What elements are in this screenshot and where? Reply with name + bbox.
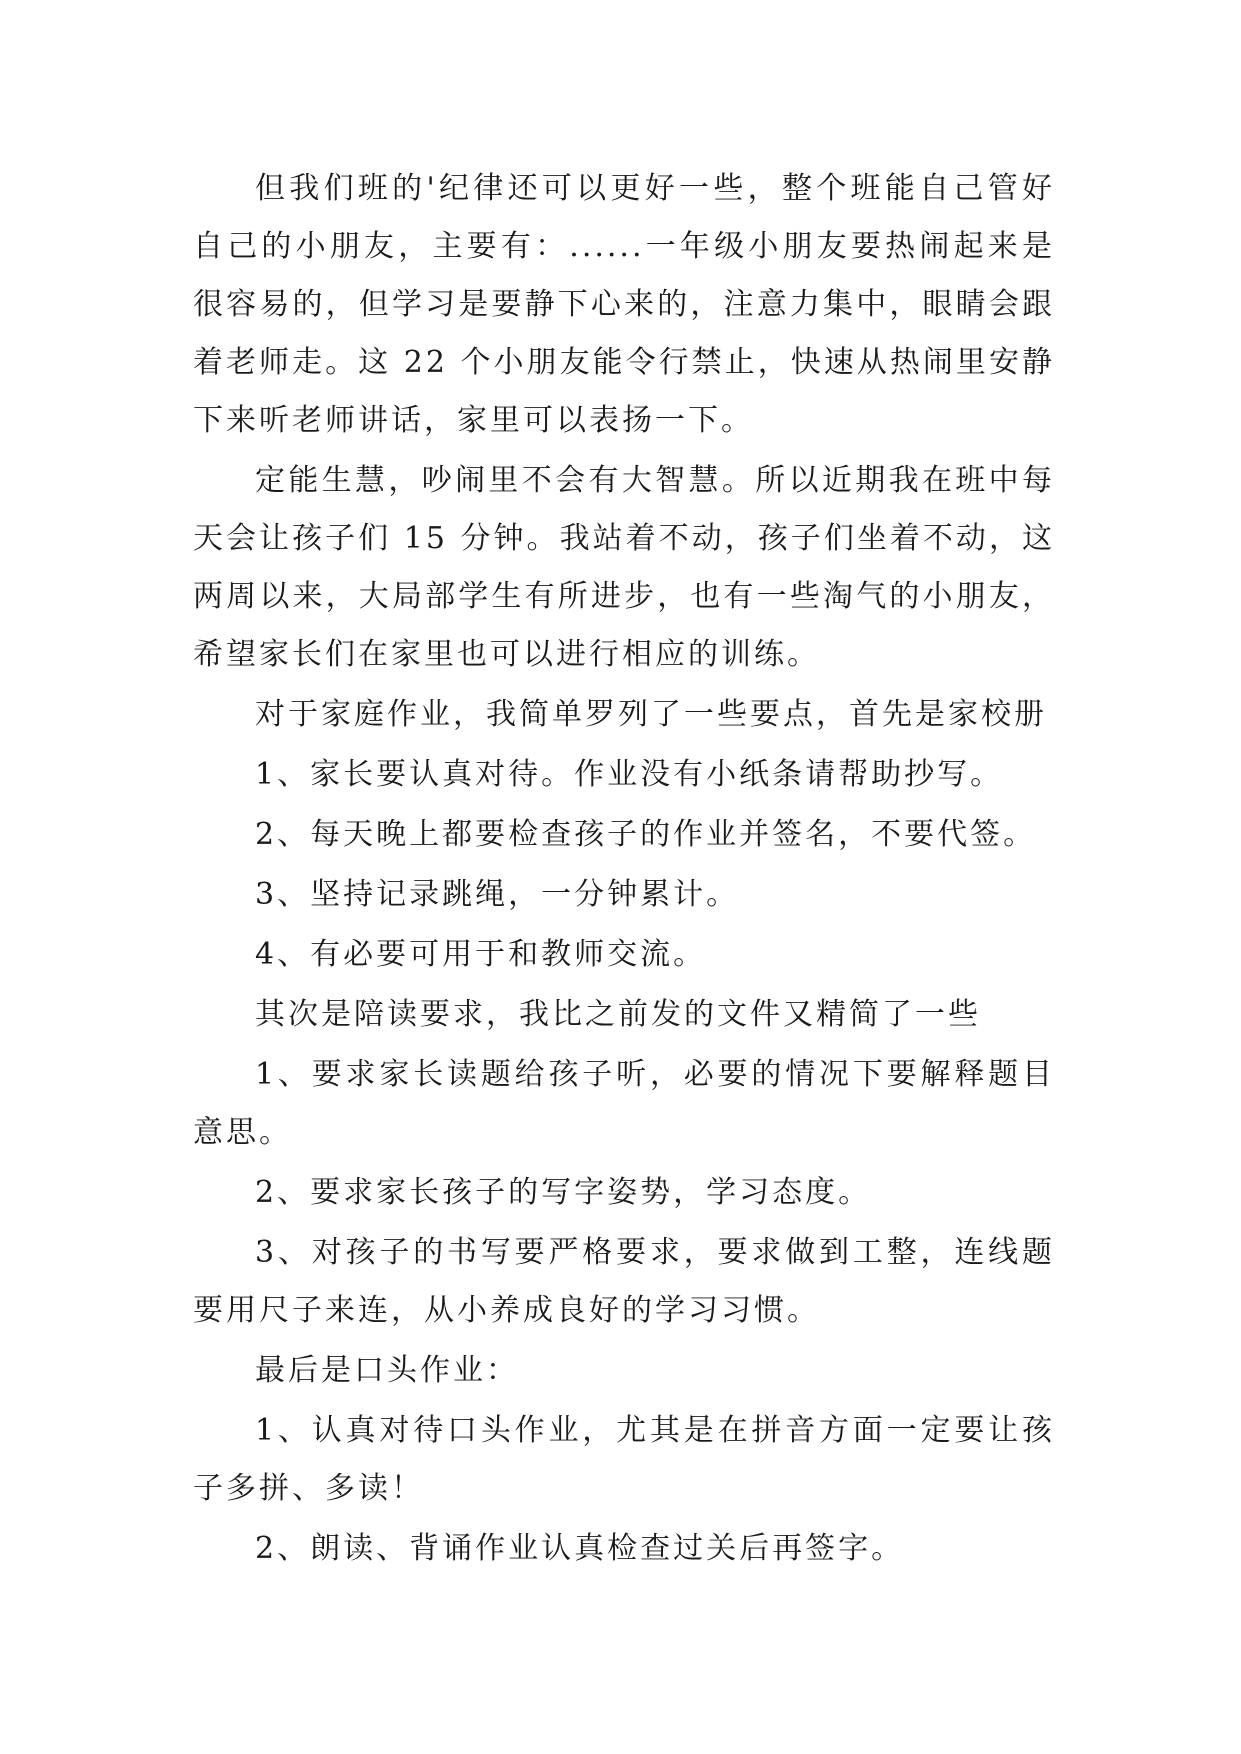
reading-item-2: 2、要求家长孩子的写字姿势，学习态度。: [255, 1175, 872, 1210]
reading-item-1: 1、要求家长读题给孩子听，必要的情况下要解释题目意思。: [193, 1057, 1055, 1150]
homework-item-4: 4、有必要可用于和教师交流。: [255, 937, 707, 972]
paragraph-reading-intro: 其次是陪读要求，我比之前发的文件又精简了一些: [255, 997, 981, 1032]
homework-item-1: 1、家长要认真对待。作业没有小纸条请帮助抄写。: [255, 757, 1004, 792]
homework-item-2: 2、每天晚上都要检查孩子的作业并签名，不要代签。: [255, 817, 1037, 852]
paragraph-homework-intro: 对于家庭作业，我简单罗列了一些要点，首先是家校册: [255, 697, 1047, 732]
homework-item-3: 3、坚持记录跳绳，一分钟累计。: [255, 877, 740, 912]
oral-item-1: 1、认真对待口头作业，尤其是在拼音方面一定要让孩子多拼、多读！: [193, 1413, 1055, 1506]
reading-item-3: 3、对孩子的书写要严格要求，要求做到工整，连线题要用尺子来连，从小养成良好的学习习惯。: [193, 1235, 1055, 1328]
paragraph-quiet-practice: 定能生慧，吵闹里不会有大智慧。所以近期我在班中每天会让孩子们 15 分钟。我站着不动，孩子们坐着不动，这两周以来，大局部学生有所进步，也有一些淘气的小朋友，希望家长们在家里也可以进行相应的训练。: [193, 463, 1055, 672]
document-body: [193, 160, 1055, 1580]
paragraph-oral-intro: 最后是口头作业：: [255, 1353, 519, 1388]
oral-item-2: 2、朗读、背诵作业认真检查过关后再签字。: [255, 1531, 905, 1566]
paragraph-discipline: 但我们班的'纪律还可以更好一些，整个班能自己管好自己的小朋友，主要有：......一年级小朋友要热闹起来是很容易的，但学习是要静下心来的，注意力集中，眼睛会跟着老师走。这 22 个小朋友能令行禁止，快速从热闹里安静下来听老师讲话，家里可以表扬一下。: [193, 171, 1055, 438]
